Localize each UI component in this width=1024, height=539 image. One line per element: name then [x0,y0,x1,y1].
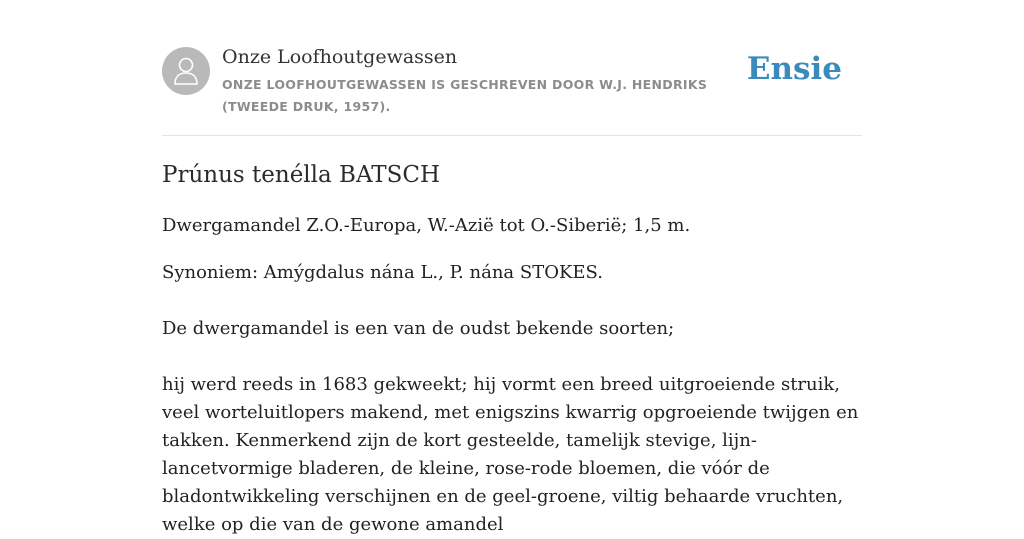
source-header [162,44,862,134]
article-paragraph: Synoniem: Amýgdalus nána L., P. nána STOKES. [162,262,603,283]
article-paragraph: Dwergamandel Z.O.-Europa, W.-Azië tot O.-Siberië; 1,5 m. [162,215,691,236]
divider [162,135,862,136]
article-title: Prúnus tenélla BATSCH [162,162,441,188]
user-icon [173,57,199,85]
ensie-logo[interactable]: Ensie [746,51,842,87]
article [162,158,862,539]
article-paragraph: De dwergamandel is een van de oudst bekende soorten; [162,318,675,339]
source-title[interactable]: Onze Loofhoutgewassen [222,46,458,68]
avatar[interactable] [162,47,210,95]
source-description: ONZE LOOFHOUTGEWASSEN IS GESCHREVEN DOOR W.J. HENDRIKS (TWEEDE DRUK, 1957). [222,77,708,114]
article-paragraph: hij werd reeds in 1683 gekweekt; hij vormt een breed uitgroeiende struik, veel worteluitlopers makend, met enigszins kwarrig opgroeiende twijgen en takken. Kenmerkend zijn de kort gesteelde, tamelijk stevige, lijn-lancetvormige bladeren, de kleine, rose-rode bloemen, die vóór de bladontwikkeling verschijnen en de geel-groene, viltig behaarde vruchten, welke op die van de gewone amandel [162,374,859,535]
